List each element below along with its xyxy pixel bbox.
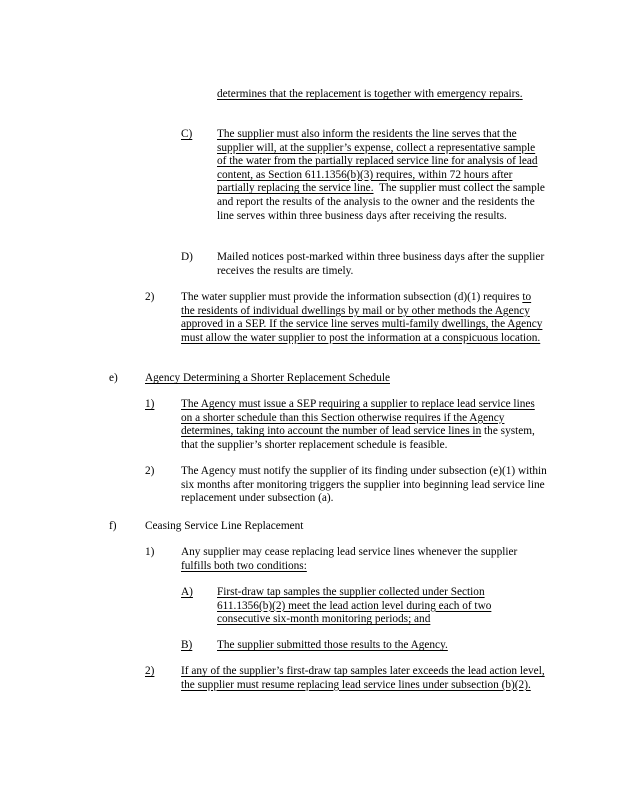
item-label-fb: B) bbox=[181, 639, 193, 651]
heading-e bbox=[145, 372, 545, 386]
paragraph-c bbox=[217, 128, 545, 223]
paragraph-fb bbox=[217, 639, 545, 653]
item-label-d: D) bbox=[181, 251, 193, 263]
paragraph-continuation bbox=[217, 88, 547, 102]
paragraph-e1 bbox=[181, 398, 547, 452]
paragraph-d-text: Mailed notices post-marked within three business days after the supplier receives the results are timely. bbox=[217, 251, 545, 277]
heading-e-text: Agency Determining a Shorter Replacement Schedule bbox=[145, 372, 390, 384]
item-label-fa: A) bbox=[181, 586, 193, 598]
item-label-d2: 2) bbox=[145, 291, 155, 303]
paragraph-e2-text: The Agency must notify the supplier of its finding under subsection (e)(1) within six months after monitoring triggers the supplier into beginning lead service line replacement under subsection (a). bbox=[181, 465, 547, 505]
paragraph-f2 bbox=[181, 665, 547, 692]
item-label-e: e) bbox=[109, 372, 118, 384]
paragraph-text: determines that the replacement is together with emergency repairs. bbox=[217, 88, 523, 100]
paragraph-e1-underlined: The Agency must issue a SEP requiring a supplier to replace lead service lines on a shorter schedule than this Section otherwise requires if the Agency determines, taking into account the number of lead service lines in bbox=[181, 398, 535, 438]
paragraph-e1-plain: the system, that the supplier’s shorter replacement schedule is feasible. bbox=[181, 425, 535, 451]
paragraph-f1-plain: Any supplier may cease replacing lead service lines whenever the supplier bbox=[181, 546, 518, 558]
paragraph-f1 bbox=[181, 546, 547, 573]
paragraph-fa-text: First-draw tap samples the supplier collected under Section 611.1356(b)(2) meet the lead action level during each of two consecutive six-month monitoring periods; and bbox=[217, 586, 492, 626]
paragraph-d2-underlined: to the residents of individual dwellings by mail or by other methods the Agency approved in a SEP. If the service line serves multi-family dwellings, the Agency must allow the water supplier to post the information at a conspicuous location. bbox=[181, 291, 543, 344]
heading-f-text: Ceasing Service Line Replacement bbox=[145, 520, 304, 532]
heading-f bbox=[145, 520, 545, 534]
item-label-c: C) bbox=[181, 128, 193, 140]
paragraph-c-plain: The supplier must collect the sample and report the results of the analysis to the owner and the residents the line serves within three business days after receiving the results. bbox=[217, 182, 545, 222]
paragraph-f2-text: If any of the supplier’s first-draw tap samples later exceeds the lead action level, the supplier must resume replacing lead service lines under subsection (b)(2). bbox=[181, 665, 545, 691]
item-label-e1: 1) bbox=[145, 398, 155, 410]
paragraph-d2 bbox=[181, 291, 547, 345]
item-label-f1: 1) bbox=[145, 546, 155, 558]
paragraph-fb-text: The supplier submitted those results to the Agency. bbox=[217, 639, 448, 651]
paragraph-f1-underlined: fulfills both two conditions: bbox=[181, 559, 307, 572]
paragraph-e2 bbox=[181, 465, 547, 506]
item-label-e2: 2) bbox=[145, 465, 155, 477]
paragraph-c-underlined: The supplier must also inform the residents the line serves that the supplier will, at the supplier’s expense, collect a representative sample of the water from the partially replaced service line for analysis of lead content, as Section 611.1356(b)(3) requires, within 72 hours after partially replacing the service line. bbox=[217, 128, 538, 195]
paragraph-d bbox=[217, 251, 545, 278]
item-label-f2: 2) bbox=[145, 665, 155, 677]
paragraph-d2-plain: The water supplier must provide the information subsection (d)(1) requires bbox=[181, 291, 520, 303]
item-label-f: f) bbox=[109, 520, 117, 532]
paragraph-fa bbox=[217, 586, 537, 627]
